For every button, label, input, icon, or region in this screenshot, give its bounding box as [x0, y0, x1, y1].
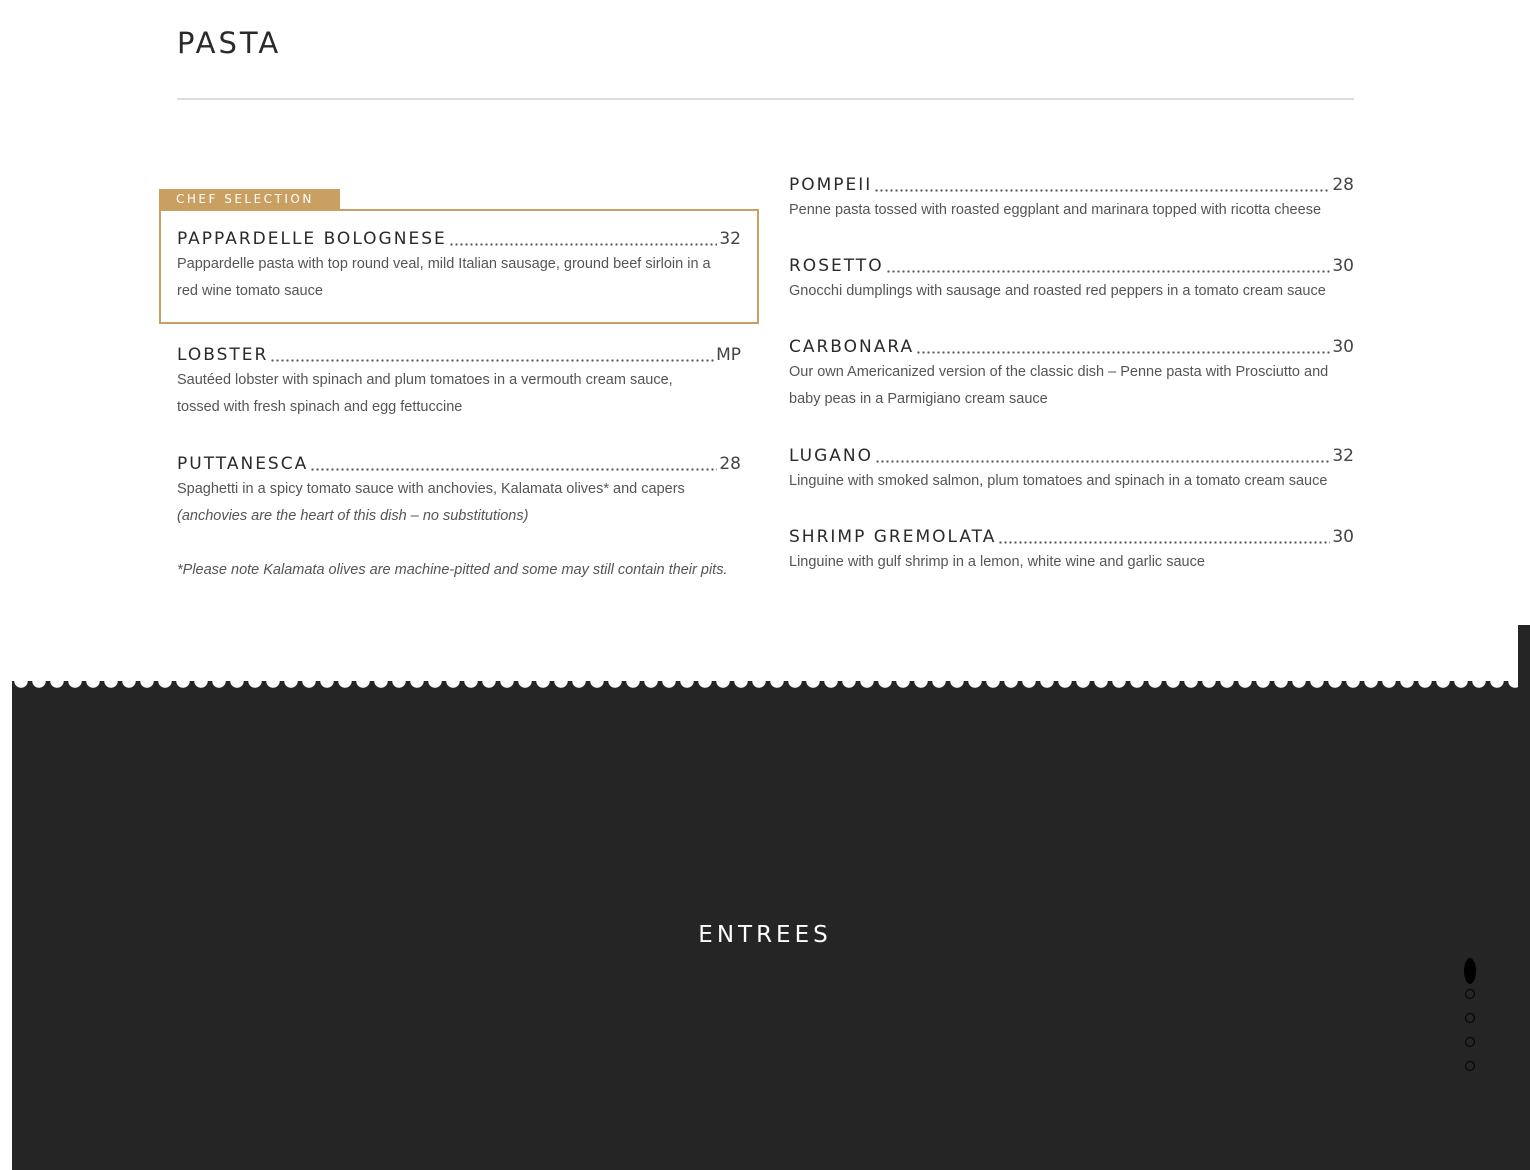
menu-item-lugano — [789, 446, 1354, 495]
item-name: PAPPARDELLE BOLOGNESE — [177, 229, 447, 249]
item-description: Spaghetti in a spicy tomato sauce with anchovies, Kalamata olives* and capers (anchovies are the heart of this dish – no substitutions) — [177, 476, 741, 530]
item-price: 30 — [1332, 256, 1354, 276]
leader-dots — [310, 468, 717, 471]
item-name: SHRIMP GREMOLATA — [789, 527, 997, 547]
item-price: 32 — [719, 229, 741, 249]
item-price: MP — [716, 345, 741, 365]
item-price: 28 — [719, 454, 741, 474]
leader-dots — [998, 541, 1330, 544]
section-title: PASTA — [177, 26, 282, 60]
item-name: PUTTANESCA — [177, 454, 309, 474]
item-name: CARBONARA — [789, 337, 915, 357]
scalloped-edge — [12, 681, 1518, 691]
menu-item-puttanesca — [177, 454, 741, 530]
nav-dot[interactable] — [1465, 1013, 1475, 1023]
olives-footnote: *Please note Kalamata olives are machine-pitted and some may still contain their pits. — [177, 562, 728, 578]
nav-dot[interactable] — [1465, 1061, 1475, 1071]
item-description: Linguine with smoked salmon, plum tomatoes and spinach in a tomato cream sauce — [789, 473, 1328, 489]
item-note: (anchovies are the heart of this dish – no substitutions) — [177, 508, 529, 524]
menu-item-pompeii — [789, 175, 1354, 224]
menu-item-pappardelle-bolognese — [177, 229, 741, 305]
leader-dots — [875, 460, 1330, 463]
nav-dot-active[interactable] — [1464, 958, 1476, 984]
menu-item-carbonara — [789, 337, 1354, 413]
entrees-title: ENTREES — [698, 922, 832, 948]
dark-section-edge — [1518, 625, 1530, 1170]
leader-dots — [270, 359, 714, 362]
leader-dots — [874, 189, 1330, 192]
item-description: Sautéed lobster with spinach and plum tomatoes in a vermouth cream sauce, tossed with fresh spinach and egg fettuccine — [177, 372, 673, 415]
item-price: 30 — [1332, 527, 1354, 547]
leader-dots — [916, 351, 1330, 354]
menu-item-lobster — [177, 345, 741, 421]
leader-dots — [886, 270, 1331, 273]
item-name: LOBSTER — [177, 345, 269, 365]
item-description: Gnocchi dumplings with sausage and roasted red peppers in a tomato cream sauce — [789, 283, 1326, 299]
menu-item-rosetto — [789, 256, 1354, 305]
item-name: ROSETTO — [789, 256, 884, 276]
item-price: 32 — [1332, 446, 1354, 466]
chef-selection-badge: CHEF SELECTION — [159, 189, 340, 210]
item-name: POMPEII — [789, 175, 873, 195]
item-name: LUGANO — [789, 446, 873, 466]
nav-dot[interactable] — [1465, 989, 1475, 999]
item-description: Pappardelle pasta with top round veal, mild Italian sausage, ground beef sirloin in a red wine tomato sauce — [177, 256, 711, 299]
nav-dot[interactable] — [1465, 1037, 1475, 1047]
item-description: Our own Americanized version of the classic dish – Penne pasta with Prosciutto and baby peas in a Parmigiano cream sauce — [789, 364, 1329, 407]
menu-item-shrimp-gremolata — [789, 527, 1354, 576]
item-price: 30 — [1332, 337, 1354, 357]
item-description: Penne pasta tossed with roasted eggplant and marinara topped with ricotta cheese — [789, 202, 1322, 218]
item-price: 28 — [1332, 175, 1354, 195]
item-description: Linguine with gulf shrimp in a lemon, white wine and garlic sauce — [789, 554, 1205, 570]
section-divider — [177, 98, 1354, 100]
leader-dots — [449, 243, 718, 246]
